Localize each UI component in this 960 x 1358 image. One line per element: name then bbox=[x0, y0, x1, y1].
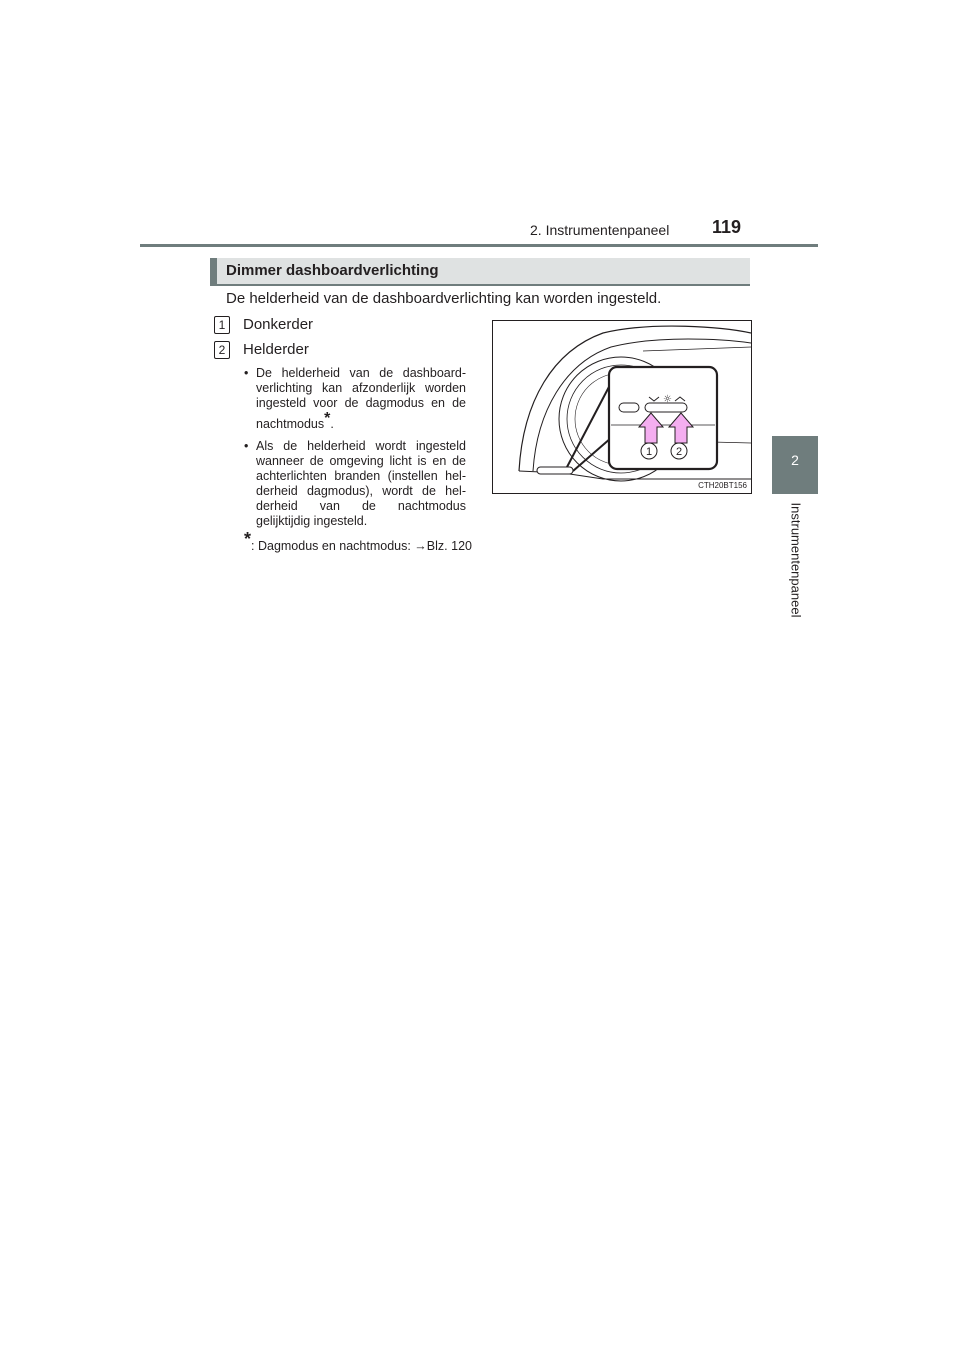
bullet-text: De helderheid van de dashboard-verlichting kan afzonderlijk worden ingesteld voor de dagmodus en de nachtmodus bbox=[256, 366, 466, 432]
bullet-list bbox=[244, 366, 466, 536]
section-intro: De helderheid van de dashboardverlichting kan worden ingesteld. bbox=[226, 290, 662, 307]
dashboard-trim-line bbox=[643, 347, 751, 351]
switch-bezel-left bbox=[537, 467, 573, 474]
section-heading bbox=[210, 258, 750, 286]
footnote-marker-ref: * bbox=[324, 410, 331, 427]
switch-button-left bbox=[619, 403, 639, 412]
section-heading-title: Dimmer dashboardverlichting bbox=[226, 262, 439, 279]
callout-detail-box bbox=[609, 367, 717, 469]
figure-code: CTH20BT156 bbox=[698, 481, 747, 490]
step-2-label: Helderder bbox=[243, 341, 309, 358]
chapter-side-label: Instrumentenpaneel bbox=[788, 502, 804, 618]
instrument-panel-illustration bbox=[492, 320, 752, 494]
step-1-number: 1 bbox=[214, 316, 230, 334]
section-heading-bar bbox=[210, 258, 217, 286]
step-2-number: 2 bbox=[214, 341, 230, 359]
dimmer-icon: ☼ bbox=[663, 394, 672, 405]
footnote-marker: * bbox=[244, 529, 252, 549]
step-1-label: Donkerder bbox=[243, 316, 314, 333]
callout-2-label: 2 bbox=[675, 446, 683, 458]
page-number: 119 bbox=[712, 217, 742, 237]
bullet-item bbox=[244, 366, 466, 432]
callout-leader-line bbox=[567, 383, 611, 467]
bullet-suffix: . bbox=[330, 417, 334, 432]
chapter-header-title: 2. Instrumentenpaneel bbox=[530, 222, 670, 238]
header-rule bbox=[140, 244, 818, 247]
bullet-item bbox=[244, 439, 466, 529]
dashboard-illustration bbox=[493, 321, 751, 493]
chapter-side-tab-number: 2 bbox=[791, 452, 799, 468]
bullet-text: Als de helderheid wordt ingesteld wanneer de omgeving licht is en de achterlichten branden (instellen hel-derheid dagmodus), wordt de hel-derheid van de nachtmodus gelijktijdig ingesteld. bbox=[256, 439, 466, 529]
footnote-text: : Dagmodus en nachtmodus: →Blz. 120 bbox=[251, 539, 472, 553]
callout-1-label: 1 bbox=[645, 446, 653, 458]
footnote bbox=[244, 529, 472, 555]
